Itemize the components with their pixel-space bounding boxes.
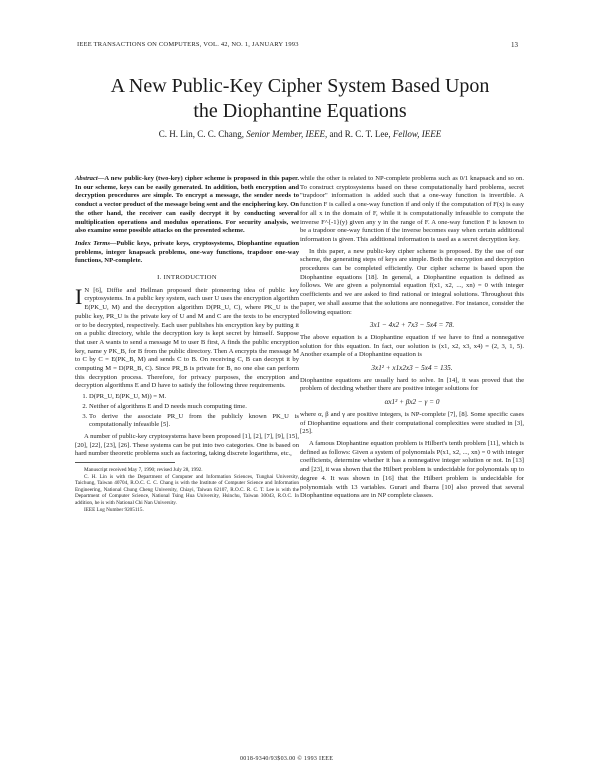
copyright-footer: 0018-9340/93$03.00 © 1993 IEEE [240,756,334,762]
equation-1: 3x1 − 4x2 + 7x3 − 5x4 = 78. [369,321,455,330]
running-header: IEEE TRANSACTIONS ON COMPUTERS, VOL. 42, NO. 1, JANUARY 1993 [77,41,299,48]
right-paragraph-4: Diophantine equations are usually hard to solve. In [14], it was proved that the problem of deciding whether there are positive integer solutions for [300,376,524,393]
index-terms-text: —Public keys, private keys, cryptosystems, Diophantine equation problems, integer knapsack problems, one-way functions, trapdoor one-way functions, NP-complete. [75,239,300,265]
index-terms [75,240,299,266]
author-line [60,129,540,139]
right-column [300,175,524,501]
right-paragraph-6: A famous Diophantine equation problem is Hilbert's tenth problem [11], which is defined as follows: Given a system of polynomials P(x1, x2, ..., xn) = 0 with integer coefficients, determine whether it has a nonnegative integer solution or not. In [13] and [23], it was shown that the Hilbert problem is undecidable for polynomials up to degree 4. It was shown in [16] that the Hilbert problem is undecidable for polynomials with 13 variables. Gurari and Ibarra [10] also proved that several Diophantine equations are in NP complete classes. [300,439,524,500]
footnote-received: Manuscript received May 7, 1990; revised July 28, 1992. [84,467,203,474]
footnote-ieee-log: IEEE Log Number 9205115. [84,506,144,513]
requirement-item: 2. Neither of algorithms E and D needs much computing time. [89,403,299,412]
intro-paragraph-2: A number of public-key cryptosystems have been proposed [1], [2], [7], [9], [15], [20], [22], [23], [26]. These systems can be put into two categories. One is based on hard number theoretic problems such as factoring, taking discrete logarithms, etc., [75,432,299,458]
equation-2: 3x1² + x1x2x3 − 5x4 = 135. [371,364,453,373]
drop-cap: I [75,283,83,309]
title-line-2: the Diophantine Equations [193,100,407,122]
abstract-label: Abstract [75,175,98,182]
paper-title [60,74,540,124]
requirement-item: 1. D(PR_U, E(PK_U, M)) = M. [89,393,299,402]
right-paragraph-5: where α, β and γ are positive integers, is NP-complete [7], [8]. Some specific cases of Diophantine equations and their computational complexities were studied in [3], [25]. [300,410,524,436]
right-paragraph-3: The above equation is a Diophantine equation if we have to find a nonnegative solution for this equation. In fact, our solution is (x1, x2, x3, x4) = (2, 3, 1, 5). Another example of a Diophantine equation is [300,333,524,359]
intro-paragraph-1-text: N [6], Diffie and Hellman proposed their pioneering idea of public key cryptosystems. In a public key system, each user U uses the encryption algorithm E(PK_U, M) and the decryption algorithm D(PR_U, C), where PK_U is the public key, PR_U is the private key of U and M and C are the texts to be encrypted or to be decrypted, respectively. Each user publishes his encryption key by putting it on a public directory, while the decryption key is kept secret by himself. Suppose that user A wants to send a message M to user B first, A finds the public encryption key, name y PK_B, for B from the public directory. Then A encrypts the message M to C by C = E(PK_B, M) and sends C to B. On receiving C, B can decrypt it by computing M = D(PR_B, C). Since PR_B is private for B, no one else can perform this decryption process. Therefore, for privacy purposes, the encryption and decryption algorithms E and D have to satisfy the following three requirements. [75,286,299,390]
page-number: 13 [511,41,518,49]
abstract [75,175,299,236]
author-names-2: and R. C. T. Lee, [329,129,391,139]
footnote-rule [75,462,175,465]
index-terms-label: Index Terms [75,239,110,247]
requirements-list [75,393,299,430]
requirement-item: 3. To derive the associate PR_U from the publicly known PK_U is computationally infeasible [5]. [89,413,299,430]
equation-3: αx1² + βx2 − γ = 0 [384,398,440,407]
left-column [75,175,299,513]
footnotes [75,467,299,513]
right-paragraph-1: while the other is related to NP-complete problems such as 0/1 knapsack and so on. To construct cryptosystems based on these computationally hard problems, secret "trapdoor" information is added such that a one-way function is invertible. A function F is called a one-way function if and only if the computation of F(x) is easy for all x in the domain of F, while it is computationally infeasible to compute the inverse F^{-1}(y) given any y in the range of F. A one-way function F is known to be a trapdoor one-way function if the inverse becomes easy when certain additional information is given. This additional information is used as a secret decryption key. [300,175,524,243]
right-paragraph-2: In this paper, a new public-key cipher scheme is proposed. By the use of our scheme, the generating steps of keys are simple. Both the encryption and decryption procedures can be completed efficiently. Our cipher scheme is based upon the Diophantine equations [18]. In general, a Diophantine equation is defined as follows. We are given a polynomial equation f(x1, x2, ..., xn) = 0 with integer coefficients and we are asked to find rational or integral solutions. Throughout this paper, we shall assume that the solutions are nonnegative. For instance, consider the following equation: [300,247,524,316]
abstract-text: —A new public-key (two-key) cipher scheme is proposed in this paper. In our scheme, keys can be easily generated. In addition, both encryption and decryption procedures are simple. To encrypt a message, the sender needs to conduct a vector product of the message being sent and the enciphering key. On the other hand, the receiver can easily decrypt it by conducting several multiplication operations and modulus operations. For security analysis, we also examine some possible attacks on the presented scheme. [75,175,299,235]
title-line-1: A New Public-Key Cipher System Based Upon [110,75,490,97]
footnote-affiliations: C. H. Lin is with the Department of Computer and Information Sciences, Tunghai University, Taichung, Taiwan 40704, R.O.C. C. C. Chang is with the Institute of Computer Science and Information Engineering, National Chung Cheng University, Chiayi, Taiwan 62107, R.O.C. R. C. T. Lee is with the Department of Computer Science, National Tsing Hua University, Hsinchu, Taiwan 30043, R.O.C. In addition, he is with National Chi Nan University. [75,473,299,507]
author-role-2: Fellow, IEEE [392,129,442,139]
author-names: C. H. Lin, C. C. Chang, [158,129,245,139]
author-role-1: Senior Member, IEEE, [246,129,328,139]
intro-paragraph-1 [75,283,299,391]
section-heading-introduction: I. INTRODUCTION [157,274,217,282]
